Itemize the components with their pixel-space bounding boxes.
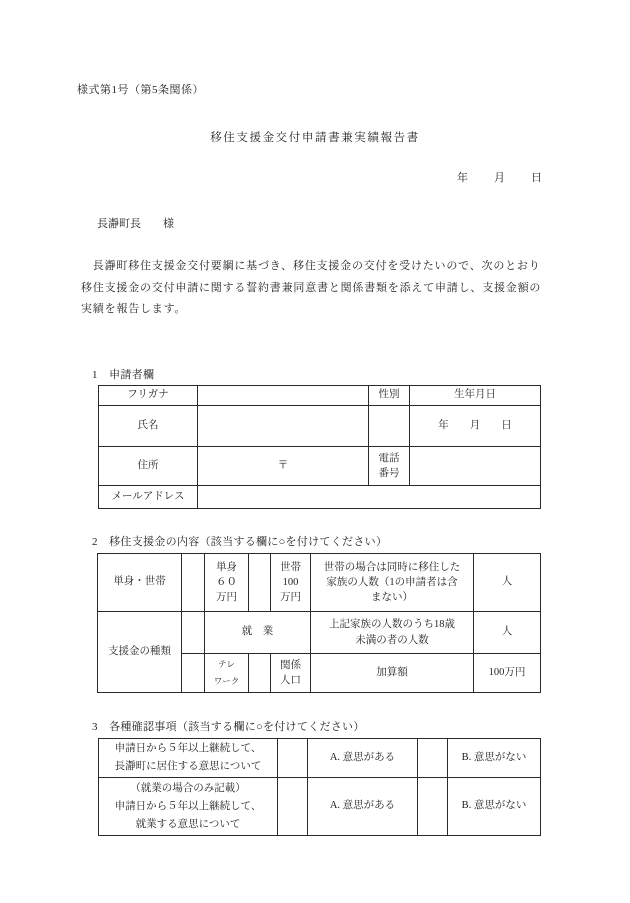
- employment-intent-b-circle-cell[interactable]: [418, 778, 448, 836]
- phone-label: 電話 番号: [369, 447, 410, 486]
- residence-intent-a-circle-cell[interactable]: [278, 739, 308, 778]
- single-option: 単身 ６０ 万円: [205, 554, 249, 612]
- date-line: [457, 169, 542, 185]
- employment-intent-option-a: A. 意思がある: [308, 778, 418, 836]
- employment-intent-a-circle-cell[interactable]: [278, 778, 308, 836]
- gender-input-cell[interactable]: [369, 406, 410, 447]
- addressee: 長瀞町長 様: [97, 218, 174, 230]
- employment-intent-option-b: B. 意思がない: [448, 778, 541, 836]
- household-note: 世帯の場合は同時に移住した 家族の人数（1の申請者は含 まない）: [311, 554, 474, 612]
- residence-intent-question: 申請日から５年以上継続して、 長瀞町に居住する意思について: [99, 739, 278, 778]
- employment-circle-cell[interactable]: [182, 612, 205, 654]
- minors-count-unit[interactable]: 人: [474, 612, 541, 654]
- email-label: メールアドレス: [99, 486, 198, 509]
- furigana-label: フリガナ: [99, 386, 198, 406]
- telework-circle-cell[interactable]: [182, 654, 205, 693]
- category-label: 単身・世帯: [98, 554, 182, 612]
- kankei-option: 関係 人口: [271, 654, 311, 693]
- residence-intent-option-a: A. 意思がある: [308, 739, 418, 778]
- name-label: 氏名: [99, 406, 198, 447]
- kankei-circle-cell[interactable]: [249, 654, 271, 693]
- date-month-label: 月: [494, 172, 505, 184]
- residence-intent-b-circle-cell[interactable]: [418, 739, 448, 778]
- household-circle-cell[interactable]: [249, 554, 271, 612]
- telework-option: テレ ワーク: [205, 654, 249, 693]
- intro-line: 実績を報告します。: [81, 303, 187, 315]
- intro-paragraph: [81, 256, 561, 321]
- single-circle-cell[interactable]: [182, 554, 205, 612]
- date-day-label: 日: [531, 172, 542, 184]
- name-input-cell[interactable]: [198, 406, 369, 447]
- email-input-cell[interactable]: [198, 486, 541, 509]
- furigana-input-cell[interactable]: [198, 386, 369, 406]
- gender-label: 性別: [369, 386, 410, 406]
- phone-input-cell[interactable]: [410, 447, 541, 486]
- support-money-table: [97, 553, 541, 693]
- confirmation-table: [98, 738, 541, 836]
- residence-intent-option-b: B. 意思がない: [448, 739, 541, 778]
- postal-mark: 〒: [277, 459, 289, 471]
- addition-label: 加算額: [311, 654, 474, 693]
- section3-heading: 3 各種確認事項（該当する欄に○を付けてください）: [92, 721, 365, 733]
- section2-heading: 2 移住支援金の内容（該当する欄に○を付けてください）: [92, 536, 388, 548]
- addition-amount: 100万円: [474, 654, 541, 693]
- intro-line: 移住支援金の交付申請に関する誓約書兼同意書と関係書類を添えて申請し、支援金額の: [81, 281, 542, 294]
- doc-title: 移住支援金交付申請書兼実績報告書: [210, 132, 420, 144]
- employment-option: 就 業: [205, 612, 311, 654]
- employment-intent-question: （就業の場合のみ記載） 申請日から５年以上継続して、 就業する意思について: [99, 778, 278, 836]
- address-input-cell[interactable]: [198, 447, 369, 486]
- address-label: 住所: [99, 447, 198, 486]
- section1-heading: 1 申請者欄: [92, 369, 155, 381]
- date-year-label: 年: [457, 172, 468, 184]
- birthdate-input-cell[interactable]: 年 月 日: [410, 406, 541, 447]
- household-option: 世帯 100 万円: [271, 554, 311, 612]
- applicant-table: [98, 385, 541, 509]
- family-count-unit[interactable]: 人: [474, 554, 541, 612]
- birthdate-label: 生年月日: [410, 386, 541, 406]
- minors-note: 上記家族の人数のうち18歳 未満の者の人数: [311, 612, 474, 654]
- intro-line: 長瀞町移住支援金交付要綱に基づき、移住支援金の交付を受けたいので、次のとおり: [81, 260, 541, 272]
- form-number: 様式第1号（第5条関係）: [77, 84, 204, 96]
- kind-label: 支援金の種類: [98, 612, 182, 693]
